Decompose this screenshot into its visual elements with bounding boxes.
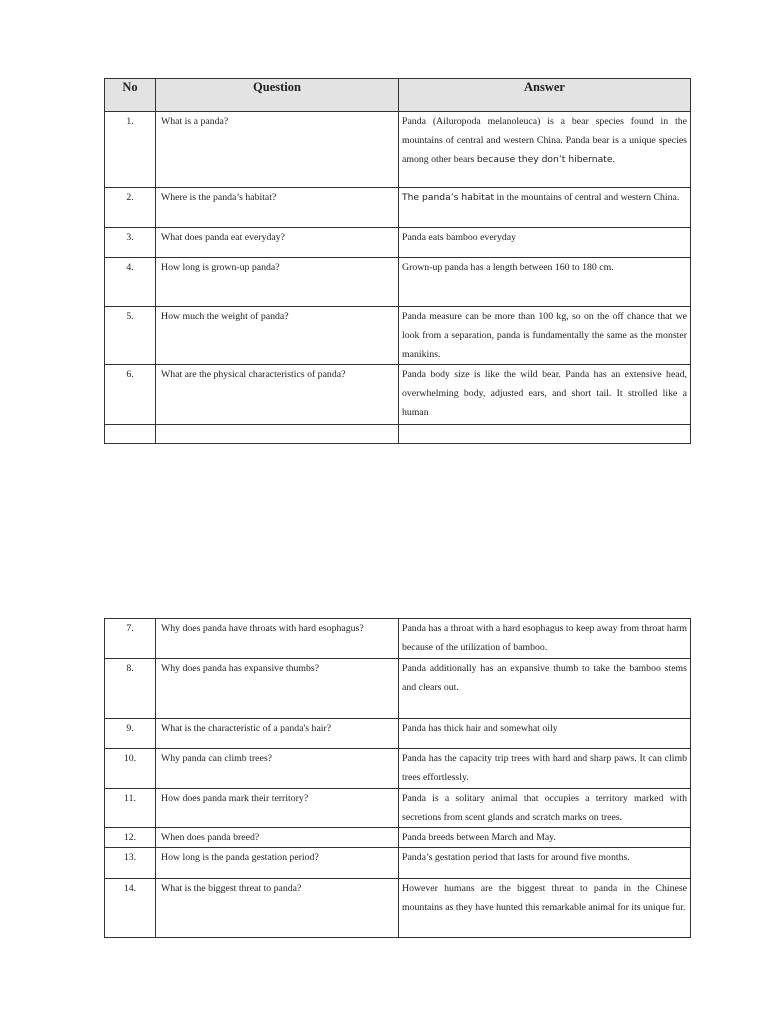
table-row — [105, 228, 691, 258]
question-cell: What is the characteristic of a panda's hair? — [156, 719, 399, 749]
empty-cell — [399, 425, 691, 444]
question-cell: How long is the panda gestation period? — [156, 848, 399, 879]
answer-cell: However humans are the biggest threat to panda in the Chinese mountains as they have hunted this remarkable animal for its unique fur. — [399, 879, 691, 938]
answer-cell: Panda body size is like the wild bear. Panda has an extensive head, overwhelming body, adjusted ears, and short tail. It strolled like a human — [399, 365, 691, 425]
question-cell: What does panda eat everyday? — [156, 228, 399, 258]
answer-text: Panda (Ailuropoda melanoleuca) is a bear species found in the mountains of central and western China. Panda bear is a unique species among other bears — [402, 116, 687, 165]
table-row — [105, 258, 691, 307]
header-no: No — [105, 79, 156, 112]
row-number: 1. — [105, 112, 156, 188]
table-row — [105, 659, 691, 719]
question-cell: Why panda can climb trees? — [156, 749, 399, 789]
empty-cell — [156, 425, 399, 444]
empty-row — [105, 425, 691, 444]
answer-cell: Panda eats bamboo everyday — [399, 228, 691, 258]
answer-cell: Panda is a solitary animal that occupies a territory marked with secretions from scent glands and scratch marks on trees. — [399, 789, 691, 828]
empty-cell — [105, 425, 156, 444]
row-number: 12. — [105, 828, 156, 848]
question-cell: What is the biggest threat to panda? — [156, 879, 399, 938]
answer-text-end: . — [612, 154, 615, 165]
row-number: 13. — [105, 848, 156, 879]
qa-table-1 — [104, 78, 691, 444]
answer-cell: Grown-up panda has a length between 160 to 180 cm. — [399, 258, 691, 307]
row-number: 6. — [105, 365, 156, 425]
answer-cell: Panda has the capacity trip trees with hard and sharp paws. It can climb trees effortlessly. — [399, 749, 691, 789]
row-number: 14. — [105, 879, 156, 938]
table-row — [105, 749, 691, 789]
table-row — [105, 307, 691, 365]
qa-table-2 — [104, 618, 691, 938]
question-cell: Where is the panda’s habitat? — [156, 188, 399, 228]
answer-text-handwritten: The panda’s habitat — [402, 192, 495, 203]
question-cell: Why does panda has expansive thumbs? — [156, 659, 399, 719]
row-number: 10. — [105, 749, 156, 789]
table-row — [105, 365, 691, 425]
answer-cell: Panda additionally has an expansive thumb to take the bamboo stems and clears out. — [399, 659, 691, 719]
header-question: Question — [156, 79, 399, 112]
table-row — [105, 789, 691, 828]
answer-cell: Panda has thick hair and somewhat oily — [399, 719, 691, 749]
row-number: 11. — [105, 789, 156, 828]
answer-cell: Panda measure can be more than 100 kg, so on the off chance that we look from a separation, panda is fundamentally the same as the monster manikins. — [399, 307, 691, 365]
table-row — [105, 188, 691, 228]
table-row — [105, 879, 691, 938]
header-row — [105, 79, 691, 112]
row-number: 9. — [105, 719, 156, 749]
answer-text-handwritten: because they don’t hibernate — [476, 154, 613, 165]
answer-cell: Panda breeds between March and May. — [399, 828, 691, 848]
question-cell: How long is grown-up panda? — [156, 258, 399, 307]
answer-cell — [399, 112, 691, 188]
table-row — [105, 719, 691, 749]
table-row — [105, 619, 691, 659]
question-cell: Why does panda have throats with hard esophagus? — [156, 619, 399, 659]
row-number: 8. — [105, 659, 156, 719]
table-row — [105, 828, 691, 848]
row-number: 2. — [105, 188, 156, 228]
row-number: 5. — [105, 307, 156, 365]
answer-text: in the mountains of central and western China. — [494, 192, 680, 203]
answer-cell — [399, 188, 691, 228]
question-cell: What is a panda? — [156, 112, 399, 188]
answer-cell: Panda has a throat with a hard esophagus to keep away from throat harm because of the utilization of bamboo. — [399, 619, 691, 659]
question-cell: How much the weight of panda? — [156, 307, 399, 365]
table-row — [105, 848, 691, 879]
answer-cell: Panda’s gestation period that lasts for around five months. — [399, 848, 691, 879]
row-number: 3. — [105, 228, 156, 258]
question-cell: How does panda mark their territory? — [156, 789, 399, 828]
table-row — [105, 112, 691, 188]
row-number: 7. — [105, 619, 156, 659]
question-cell: What are the physical characteristics of panda? — [156, 365, 399, 425]
question-cell: When does panda breed? — [156, 828, 399, 848]
row-number: 4. — [105, 258, 156, 307]
header-answer: Answer — [399, 79, 691, 112]
